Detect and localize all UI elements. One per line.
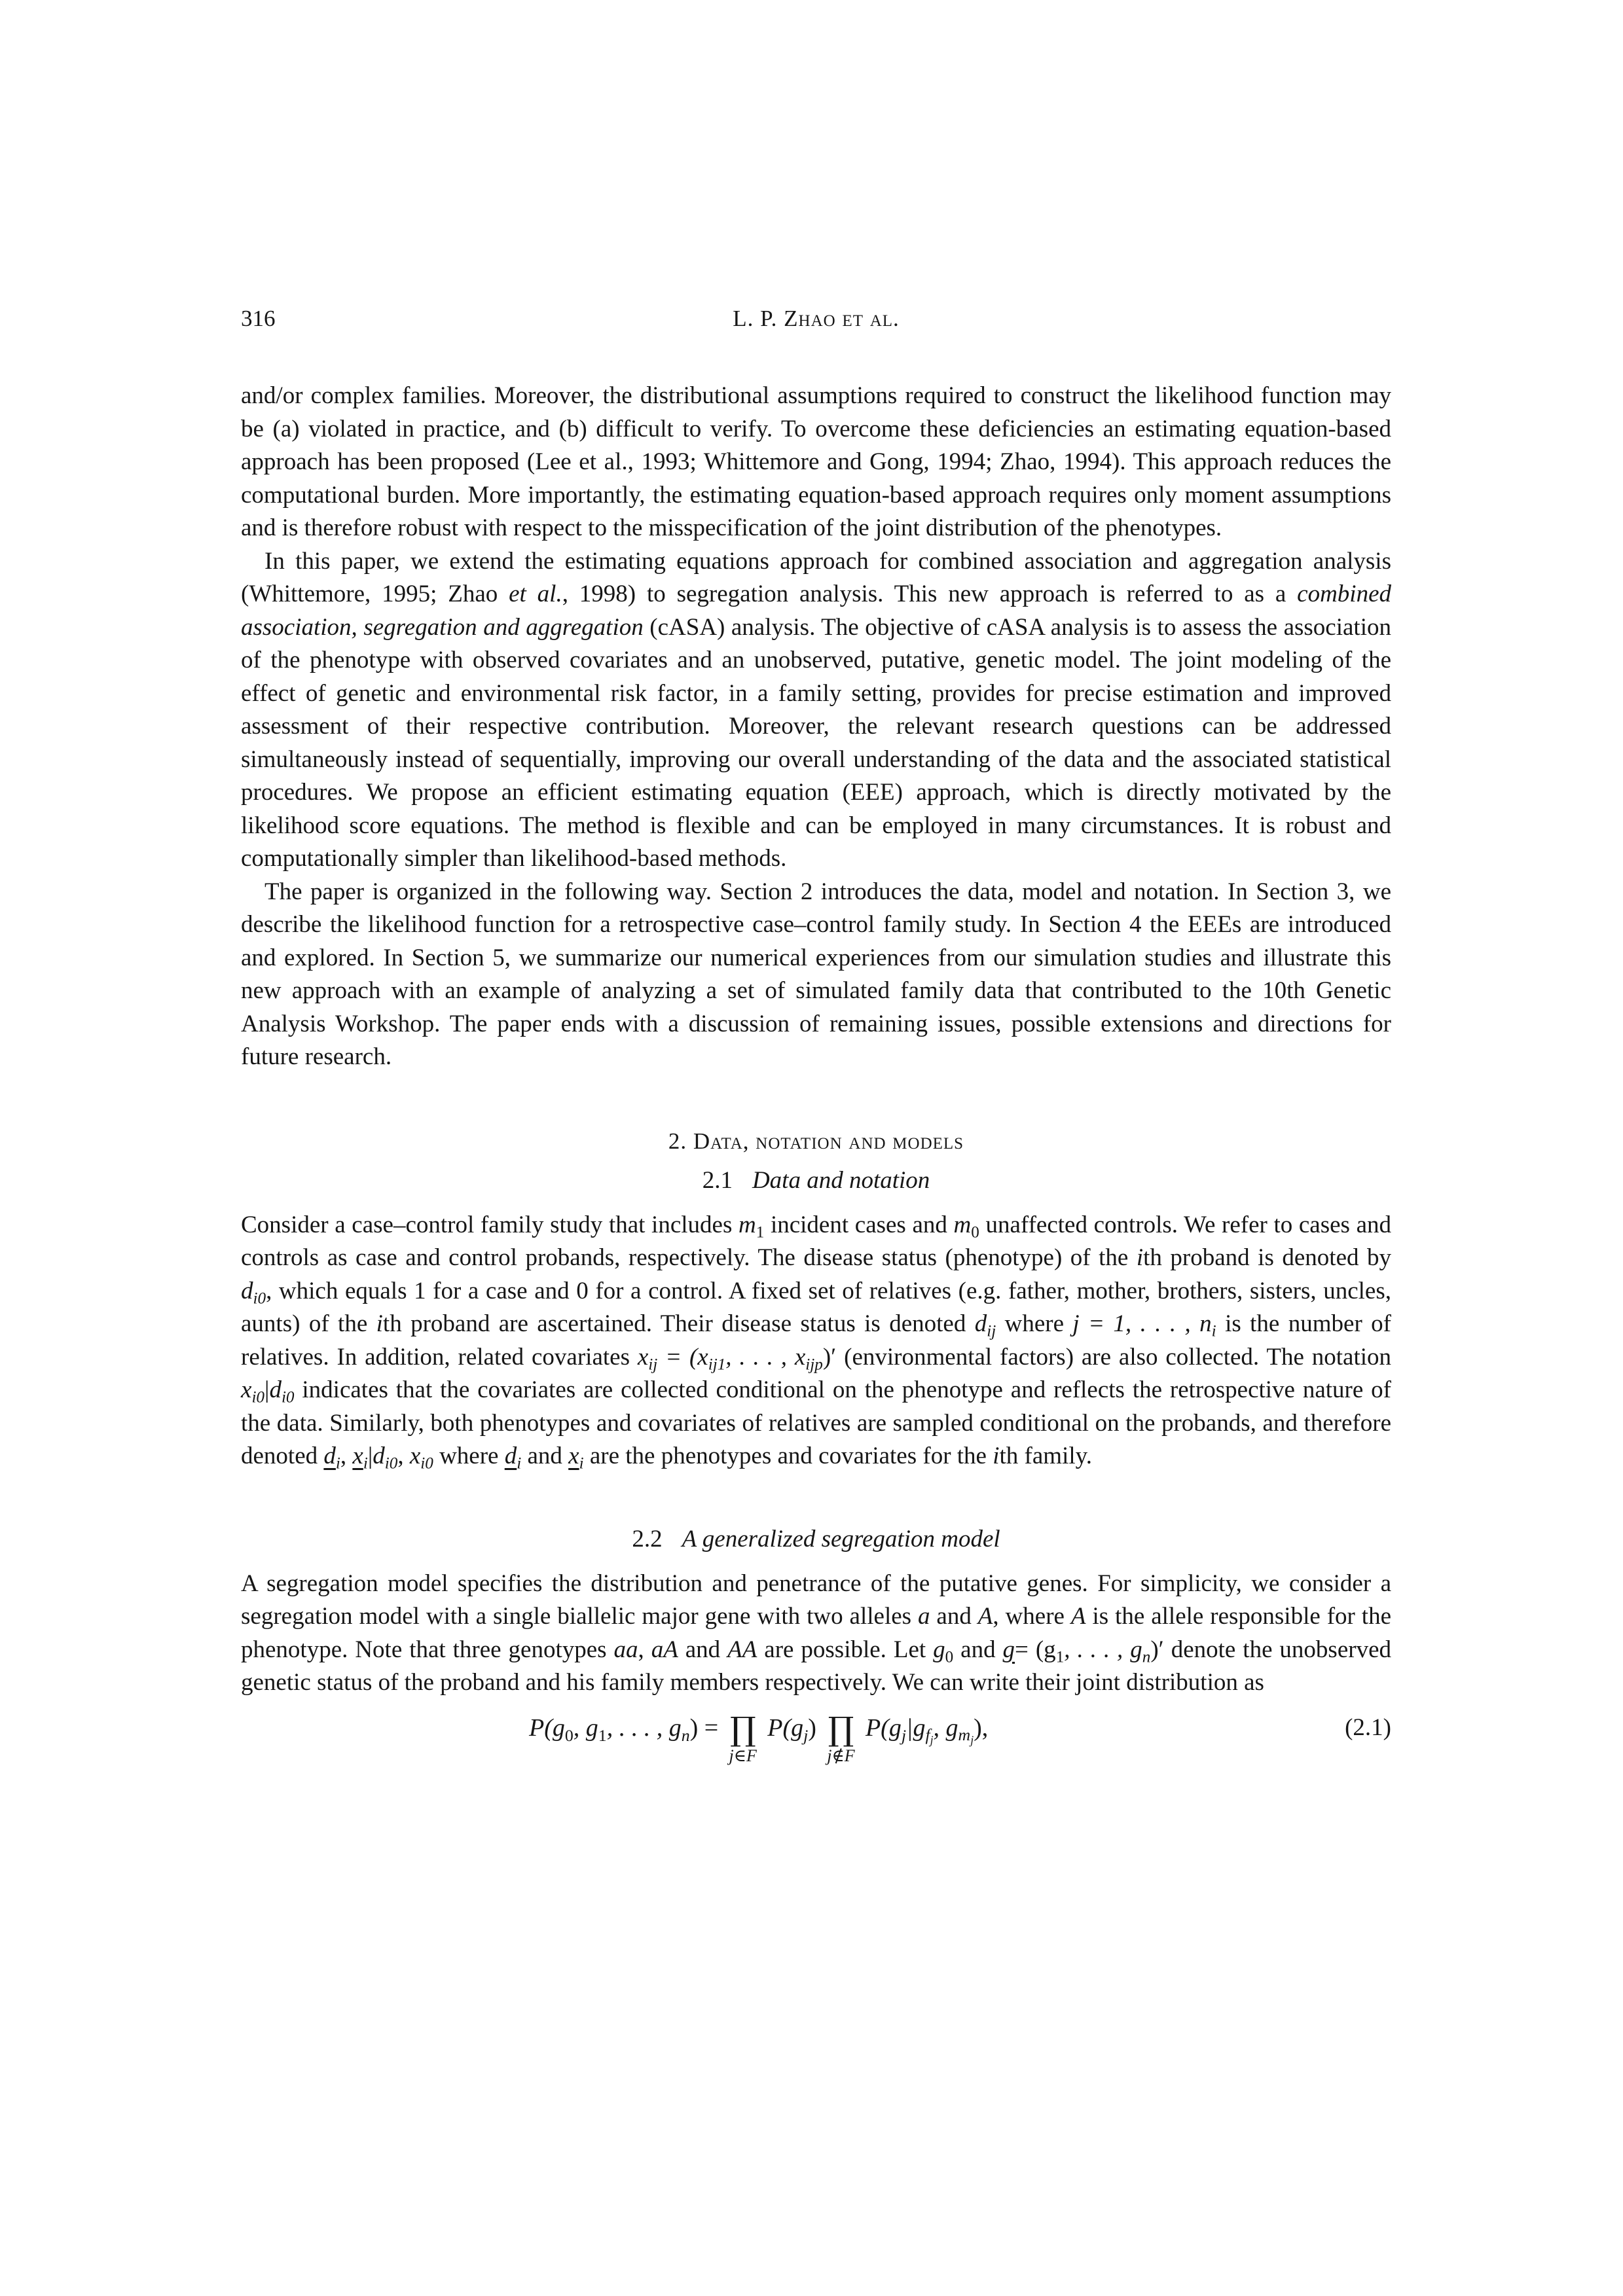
math-symbol: )′ xyxy=(822,1343,837,1371)
math-symbol: P(g xyxy=(865,1713,902,1742)
math-symbol: |g xyxy=(906,1713,926,1742)
math-symbol: aa xyxy=(613,1636,638,1663)
segregation-paragraph xyxy=(241,1568,1391,1700)
math-subscript xyxy=(925,1725,934,1747)
math-symbol: P(g xyxy=(767,1713,804,1742)
text-run: are possible. Let xyxy=(757,1636,934,1663)
math-subscript: j xyxy=(803,1725,809,1745)
equation-number: (2.1) xyxy=(1345,1713,1391,1741)
math-subscript: i0 xyxy=(281,1388,295,1407)
subsection-heading-2-1 xyxy=(241,1164,1391,1197)
math-symbol: , . . . , x xyxy=(725,1343,806,1371)
text-run: th family. xyxy=(999,1443,1092,1469)
math-subscript: ij xyxy=(987,1322,996,1340)
math-symbol: g xyxy=(1002,1636,1015,1663)
math-subscript: i0 xyxy=(384,1454,398,1473)
math-symbol: ) = xyxy=(689,1713,725,1742)
math-symbol: ), xyxy=(974,1713,989,1742)
product-limit: j∈F xyxy=(729,1746,757,1765)
text-run: where xyxy=(433,1443,505,1469)
math-symbol: x xyxy=(352,1443,363,1469)
product-symbol: ∏ xyxy=(729,1710,756,1748)
math-symbol: A xyxy=(1070,1603,1086,1630)
section-heading: 2. Data, notation and models xyxy=(668,1128,964,1154)
math-symbol: d xyxy=(269,1376,282,1403)
math-subscript: 1 xyxy=(1055,1648,1065,1666)
text-run: are the phenotypes and covariates for the xyxy=(583,1443,993,1469)
math-symbol: i xyxy=(1136,1244,1144,1271)
math-symbol: = (g xyxy=(1015,1636,1056,1663)
text-run: th proband is denoted by xyxy=(1143,1244,1391,1271)
text-run: In this paper, we extend the estimating equations approach for combined association and aggregation analysis (Whittemore, 1995; Zhao xyxy=(241,547,1391,607)
subsection-heading-2-2 xyxy=(241,1523,1391,1556)
text-run: denote the unobserved genetic status of the proband and his family members respectively. We can write their joint distribution as xyxy=(241,1636,1392,1696)
math-symbol: a xyxy=(918,1603,930,1630)
math-symbol: j = 1, . . . , n xyxy=(1072,1310,1212,1337)
product-operator xyxy=(725,1710,761,1765)
math-subscript: i0 xyxy=(420,1454,433,1473)
math-symbol: m xyxy=(739,1211,756,1238)
text-run: indicates that the covariates are collected conditional on the phenotype and reflects the retrospective nature of the data. Similarly, both phenotypes and covariates of relatives are sampled conditional on the probands, and therefore denoted xyxy=(241,1376,1391,1469)
math-subscript: i xyxy=(335,1454,340,1473)
math-symbol: = (x xyxy=(657,1343,708,1371)
math-symbol: d xyxy=(974,1310,987,1337)
math-subscript: i xyxy=(363,1454,368,1473)
text-run: unaffected controls. We refer to cases and controls as case and control probands, respectively. The disease status (phenotype) of the xyxy=(241,1211,1392,1271)
equation-2-1 xyxy=(241,1712,1391,1790)
math-symbol: ) xyxy=(808,1713,816,1742)
page-number: 316 xyxy=(241,306,276,331)
text-run: th proband are ascertained. Their disease status is denoted xyxy=(382,1310,975,1337)
text-run: , xyxy=(638,1636,651,1663)
text-run: A segregation model specifies the distribution and penetrance of the putative genes. For simplicity, we consider a segregation model with a single biallelic major gene with two alleles xyxy=(241,1570,1391,1630)
math-subscript xyxy=(958,1725,974,1747)
math-subscript-base: f xyxy=(925,1725,930,1745)
math-subscript: ij1 xyxy=(708,1355,726,1374)
math-symbol: , . . . , g xyxy=(606,1713,682,1742)
math-symbol: AA xyxy=(727,1636,757,1663)
math-subscript: i xyxy=(517,1454,522,1473)
math-symbol: | xyxy=(367,1443,373,1469)
math-symbol: d xyxy=(504,1443,517,1469)
math-symbol: , xyxy=(397,1443,410,1469)
math-symbol: i xyxy=(993,1443,1000,1469)
math-symbol: | xyxy=(264,1376,270,1403)
text-run: , which equals 1 for a case and 0 for a control. A fixed set of relatives (e.g. father, mother, brothers, sisters, uncles, aunts) of the xyxy=(241,1277,1391,1337)
text-run: incident cases and xyxy=(764,1211,954,1238)
intro-paragraph-2 xyxy=(241,545,1391,876)
math-symbol: , g xyxy=(573,1713,598,1742)
equation-body xyxy=(529,1710,989,1765)
math-symbol: m xyxy=(953,1211,972,1238)
intro-paragraph-1: and/or complex families. Moreover, the distributional assumptions required to construct the likelihood function may be (a) violated in practice, and (b) difficult to verify. To overcome these deficiencies an estimating equation-based approach has been proposed (Lee et al., 1993; Whittemore and Gong, 1994; Zhao, 1994). This approach reduces the computational burden. More importantly, the estimating equation-based approach requires only moment assumptions and is therefore robust with respect to the misspecification of the joint distribution of the phenotypes. xyxy=(241,382,1391,541)
math-symbol: P(g xyxy=(529,1713,565,1742)
math-subscript: i0 xyxy=(253,1289,266,1308)
data-notation-paragraph xyxy=(241,1209,1391,1473)
subsection-number: 2.1 xyxy=(702,1166,733,1194)
subsection-number: 2.2 xyxy=(632,1525,663,1552)
math-symbol: x xyxy=(241,1376,252,1403)
running-head: L. P. Zhao et al. xyxy=(733,306,900,331)
intro-paragraph-3: The paper is organized in the following way. Section 2 introduces the data, model and notation. In Section 3, we describe the likelihood function for a retrospective case–control family study. In Section 4 the EEEs are introduced and explored. In Section 5, we summarize our numerical experiences from our simulation studies and illustrate this new approach with an example of analyzing a set of simulated family data that contributed to the 10th Genetic Analysis Workshop. The paper ends with a discussion of remaining issues, possible extensions and directions for future research. xyxy=(241,878,1391,1070)
text-run: Consider a case–control family study that includes xyxy=(241,1211,739,1238)
math-symbol: d xyxy=(373,1443,385,1469)
math-symbol: x xyxy=(409,1443,421,1469)
page-header xyxy=(241,302,1391,335)
text-run: , 1998) to segregation analysis. This new approach is referred to as a xyxy=(562,581,1298,607)
italic-run: et al. xyxy=(509,581,562,607)
subsection-title: A generalized segregation model xyxy=(682,1525,1000,1552)
article-body xyxy=(241,380,1391,1790)
math-symbol: A xyxy=(977,1603,993,1630)
math-subscript: 0 xyxy=(971,1223,979,1242)
text-run: , where xyxy=(993,1603,1071,1630)
math-symbol: g xyxy=(933,1636,945,1663)
text-run: is the number of relatives. In addition, related covariates xyxy=(241,1310,1391,1371)
text-run: and xyxy=(953,1636,1003,1663)
math-subscript: n xyxy=(681,1725,690,1745)
text-run: (environmental factors) are also collected. The notation xyxy=(836,1343,1392,1371)
math-subscript: 1 xyxy=(598,1725,607,1745)
math-subsubscript: j xyxy=(970,1733,974,1747)
math-symbol: i xyxy=(376,1310,383,1337)
product-limit: j∉F xyxy=(827,1746,855,1765)
italic-run: combined association, segregation and aggregation xyxy=(241,581,1391,641)
math-symbol: x xyxy=(568,1443,579,1469)
product-operator xyxy=(822,1710,859,1765)
math-subscript: i xyxy=(579,1454,584,1473)
math-subscript: ij xyxy=(648,1355,658,1374)
math-symbol: )′ xyxy=(1150,1636,1164,1663)
math-symbol: aA xyxy=(651,1636,678,1663)
math-symbol: x xyxy=(637,1343,649,1371)
math-subscript: j xyxy=(901,1725,907,1745)
text-run: and xyxy=(930,1603,978,1630)
text-run: and xyxy=(678,1636,728,1663)
math-subscript: 1 xyxy=(756,1223,765,1242)
math-subscript: 0 xyxy=(564,1725,574,1745)
product-symbol: ∏ xyxy=(828,1710,854,1748)
text-run: is the allele responsible for the phenotype. Note that three genotypes xyxy=(241,1603,1391,1663)
math-subsubscript: j xyxy=(930,1733,934,1747)
math-symbol: , . . . , g xyxy=(1064,1636,1142,1663)
text-run: (cASA) analysis. The objective of cASA analysis is to assess the association of the phenotype with observed covariates and an unobserved, putative, genetic model. The joint modeling of the effect of genetic and environmental risk factor, in a family setting, provides for precise estimation and improved assessment of their respective contribution. Moreover, the relevant research questions can be addressed simultaneously instead of sequentially, improving our overall understanding of the data and the associated statistical procedures. We propose an efficient estimating equation (EEE) approach, which is directly motivated by the likelihood score equations. The method is flexible and can be employed in many circumstances. It is robust and computationally simpler than likelihood-based methods. xyxy=(241,613,1391,872)
math-subscript: 0 xyxy=(945,1648,954,1666)
math-subscript: i xyxy=(1211,1322,1216,1340)
math-subscript: n xyxy=(1142,1648,1151,1666)
math-symbol: , xyxy=(340,1443,353,1469)
math-subscript: ijp xyxy=(805,1355,823,1374)
subsection-title: Data and notation xyxy=(752,1166,930,1194)
math-symbol: , g xyxy=(933,1713,958,1742)
math-symbol: d xyxy=(323,1443,336,1469)
math-subscript: i0 xyxy=(251,1388,265,1407)
math-symbol: d xyxy=(241,1277,253,1304)
math-subscript-base: m xyxy=(958,1725,971,1745)
text-run: where xyxy=(996,1310,1073,1337)
text-run: and xyxy=(521,1443,569,1469)
